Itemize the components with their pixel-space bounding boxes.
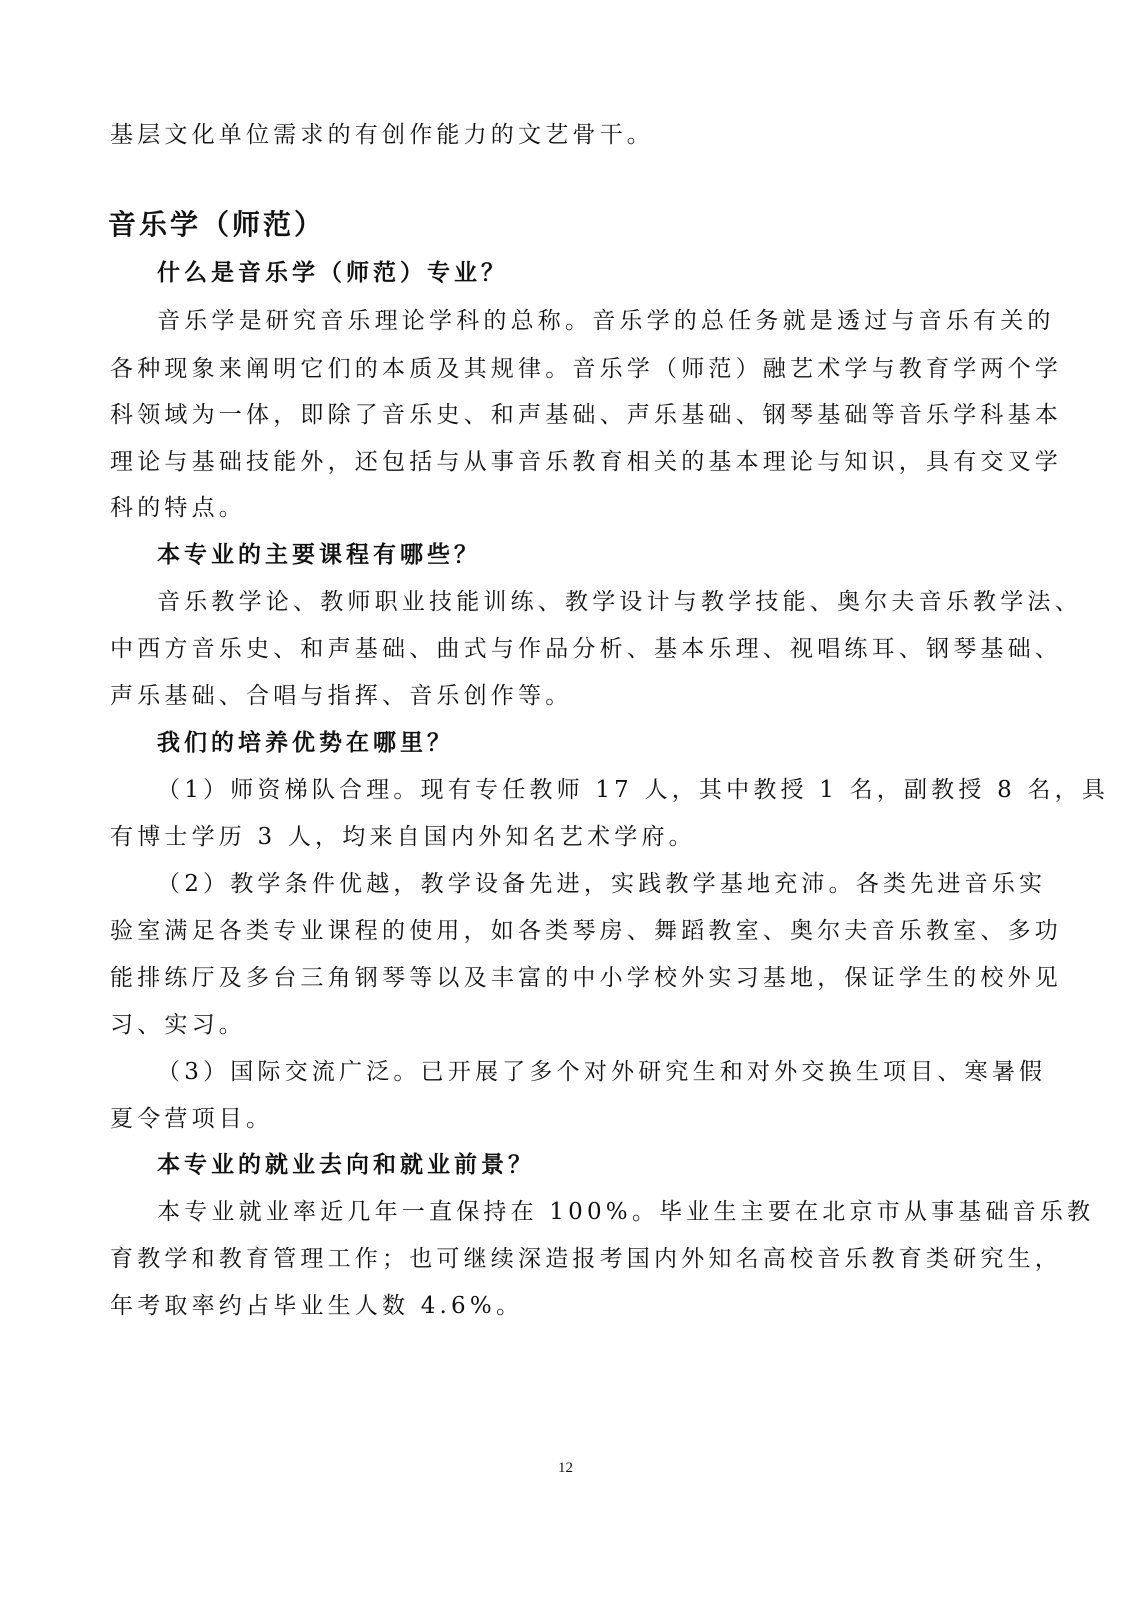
paragraph-line: 理论与基础技能外，还包括与从事音乐教育相关的基本理论与知识，具有交叉学 [110, 449, 1062, 475]
paragraph-line: （3）国际交流广泛。已开展了多个对外研究生和对外交换生项目、寒暑假 [157, 1059, 1047, 1085]
paragraph-line: 习、实习。 [110, 1012, 246, 1038]
section-title: 音乐学（师范） [108, 208, 326, 241]
page-number: 12 [558, 1460, 573, 1476]
paragraph-line: 音乐学是研究音乐理论学科的总称。音乐学的总任务就是透过与音乐有关的 [157, 308, 1055, 334]
question-heading-2: 本专业的主要课程有哪些？ [157, 542, 481, 568]
paragraph-line: 育教学和教育管理工作；也可继续深造报考国内外知名高校音乐教育类研究生， [110, 1246, 1062, 1272]
paragraph-line: （1）师资梯队合理。现有专任教师 17 人，其中教授 1 名，副教授 8 名，具 [157, 777, 1110, 803]
question-heading-1: 什么是音乐学（师范）专业？ [157, 260, 508, 286]
paragraph-line: 有博士学历 3 人，均来自国内外知名艺术学府。 [110, 824, 696, 850]
question-heading-4: 本专业的就业去向和就业前景？ [157, 1152, 535, 1178]
paragraph-line: （2）教学条件优越，教学设备先进，实践教学基地充沛。各类先进音乐实 [157, 871, 1047, 897]
paragraph-line: 声乐基础、合唱与指挥、音乐创作等。 [110, 683, 573, 709]
question-heading-3: 我们的培养优势在哪里？ [157, 730, 454, 756]
paragraph-line: 能排练厅及多台三角钢琴等以及丰富的中小学校外实习基地，保证学生的校外见 [110, 965, 1062, 991]
paragraph-line: 科的特点。 [110, 495, 246, 521]
paragraph-line: 夏令营项目。 [110, 1106, 274, 1132]
paragraph-continued-line: 基层文化单位需求的有创作能力的文艺骨干。 [110, 122, 654, 148]
paragraph-line: 本专业就业率近几年一直保持在 100%。毕业生主要在北京市从事基础音乐教 [157, 1199, 1095, 1225]
paragraph-line: 音乐教学论、教师职业技能训练、教学设计与教学技能、奥尔夫音乐教学法、 [157, 589, 1082, 615]
paragraph-line: 中西方音乐史、和声基础、曲式与作品分析、基本乐理、视唱练耳、钢琴基础、 [110, 636, 1062, 662]
paragraph-line: 各种现象来阐明它们的本质及其规律。音乐学（师范）融艺术学与教育学两个学 [110, 356, 1062, 382]
paragraph-line: 年考取率约占毕业生人数 4.6%。 [110, 1293, 524, 1319]
paragraph-line: 验室满足各类专业课程的使用，如各类琴房、舞蹈教室、奥尔夫音乐教室、多功 [110, 918, 1062, 944]
paragraph-line: 科领域为一体，即除了音乐史、和声基础、声乐基础、钢琴基础等音乐学科基本 [110, 402, 1062, 428]
